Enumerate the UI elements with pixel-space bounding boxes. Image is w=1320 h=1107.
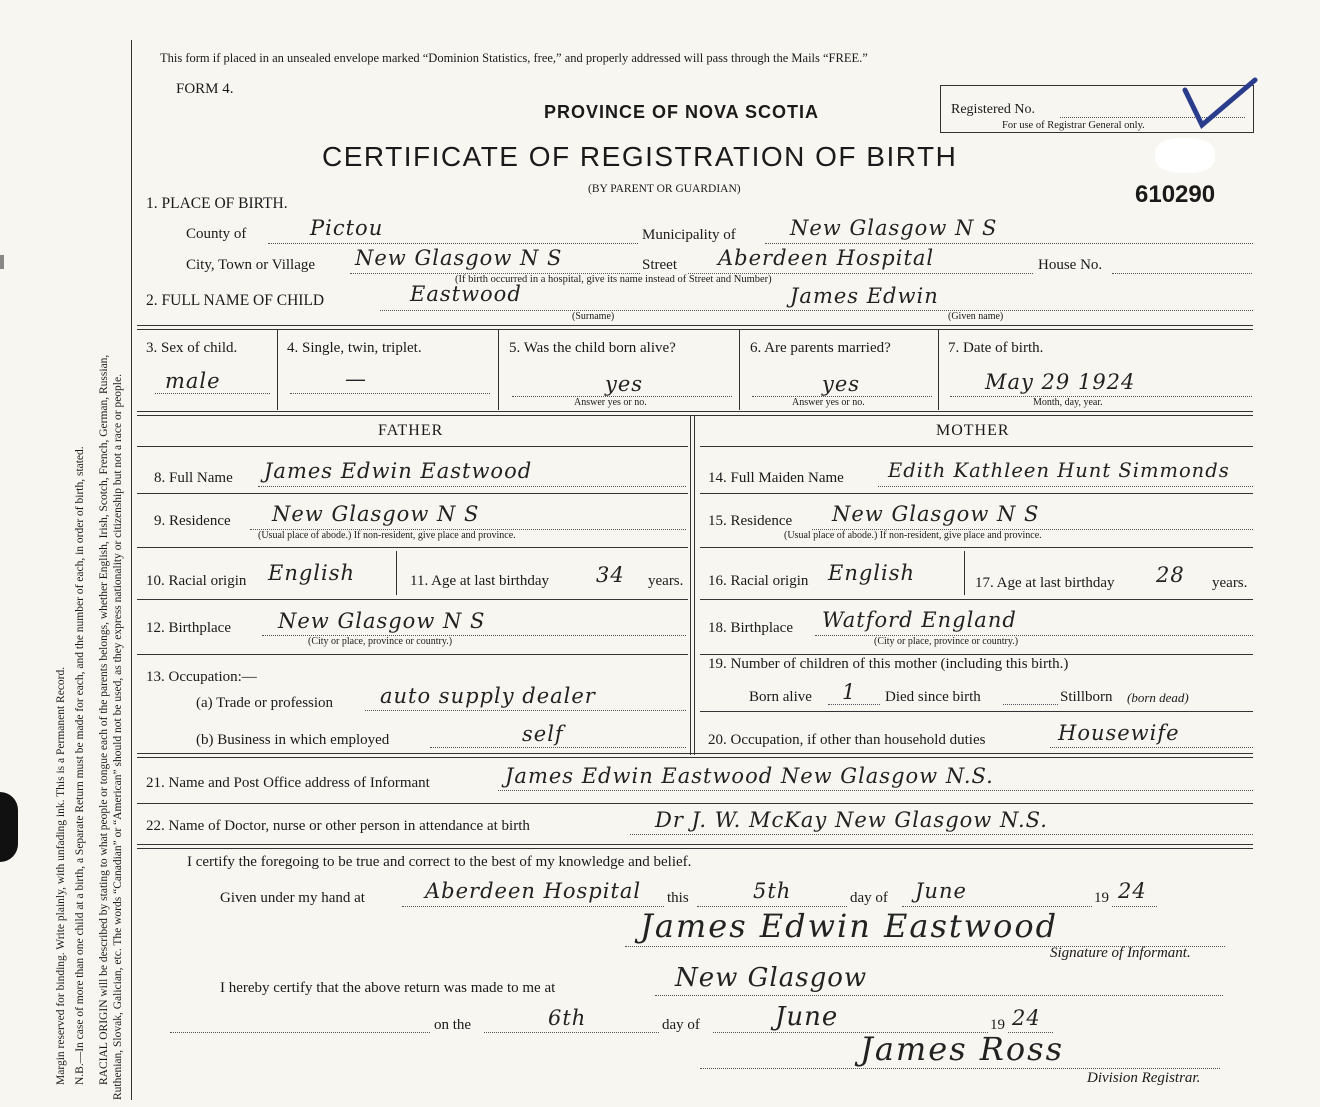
page-title: CERTIFICATE OF REGISTRATION OF BIRTH bbox=[322, 141, 958, 172]
father-birthplace-note: (City or place, province or country.) bbox=[308, 636, 453, 647]
trade-label: (a) Trade or profession bbox=[196, 695, 334, 711]
given-year-value[interactable]: 24 bbox=[1118, 879, 1147, 903]
street-label: Street bbox=[642, 257, 677, 273]
section-divider bbox=[137, 844, 1253, 849]
father-race-label: 10. Racial origin bbox=[146, 573, 247, 589]
father-residence-label: 9. Residence bbox=[154, 513, 231, 529]
registrar-statement: I hereby certify that the above return was made to me at bbox=[220, 980, 556, 996]
yes-no-note: Answer yes or no. bbox=[574, 397, 647, 408]
father-birthplace-value[interactable]: New Glasgow N S bbox=[278, 609, 486, 633]
mother-heading: MOTHER bbox=[936, 422, 1010, 439]
born-alive-label: 5. Was the child born alive? bbox=[509, 340, 676, 356]
informant-signature[interactable]: James Edwin Eastwood bbox=[640, 907, 1059, 945]
born-alive-count-label: Born alive bbox=[749, 689, 812, 705]
municipality-label: Municipality of bbox=[642, 227, 736, 243]
municipality-value[interactable]: New Glasgow N S bbox=[790, 216, 998, 240]
business-value[interactable]: self bbox=[522, 722, 564, 746]
mother-name-value[interactable]: Edith Kathleen Hunt Simmonds bbox=[888, 459, 1230, 482]
father-name-label: 8. Full Name bbox=[154, 470, 233, 486]
registrar-signature-label: Division Registrar. bbox=[1087, 1070, 1201, 1086]
street-value[interactable]: Aberdeen Hospital bbox=[718, 246, 935, 270]
county-label: County of bbox=[186, 226, 247, 242]
mother-name-label: 14. Full Maiden Name bbox=[708, 470, 844, 486]
house-label: House No. bbox=[1038, 257, 1103, 273]
mother-race-value[interactable]: English bbox=[828, 561, 916, 585]
sex-label: 3. Sex of child. bbox=[146, 340, 238, 356]
mother-birthplace-value[interactable]: Watford England bbox=[822, 608, 1017, 632]
yes-no-note: Answer yes or no. bbox=[792, 397, 865, 408]
father-age-label: 11. Age at last birthday bbox=[410, 573, 549, 589]
given-under-label: Given under my hand at bbox=[220, 890, 365, 906]
on-the-label: on the bbox=[434, 1017, 472, 1033]
father-age-value[interactable]: 34 bbox=[596, 563, 625, 587]
place-heading: 1. PLACE OF BIRTH. bbox=[146, 195, 288, 212]
registrar-month-value[interactable]: June bbox=[775, 1002, 839, 1032]
day-of-label: day of bbox=[850, 890, 888, 906]
page-subtitle: (BY PARENT OR GUARDIAN) bbox=[588, 183, 741, 195]
registrar-year-value[interactable]: 24 bbox=[1012, 1006, 1041, 1030]
sex-value[interactable]: male bbox=[165, 369, 221, 393]
mail-notice: This form if placed in an unsealed envelope marked “Dominion Statistics, free,” and properly addressed will pass through the Mails “FREE.” bbox=[160, 51, 868, 65]
certificate-number: 610290 bbox=[1135, 181, 1216, 208]
doctor-value[interactable]: Dr J. W. McKay New Glasgow N.S. bbox=[655, 808, 1048, 832]
father-years-label: years. bbox=[648, 573, 684, 589]
died-since-birth-label: Died since birth bbox=[885, 689, 981, 705]
margin-note-4: Ruthenian, Slovak, Galician, etc. The words “Canadian” or “American” should not be used, as they express nationality or citizenship but not a race or people. bbox=[112, 374, 124, 1100]
plurality-value[interactable]: — bbox=[345, 367, 367, 391]
children-count-label: 19. Number of children of this mother (including this birth.) bbox=[708, 656, 1069, 672]
city-value[interactable]: New Glasgow N S bbox=[355, 246, 563, 270]
dob-label: 7. Date of birth. bbox=[948, 340, 1044, 356]
given-month-value[interactable]: June bbox=[915, 879, 967, 903]
registered-label: Registered No. bbox=[951, 102, 1035, 117]
parents-married-value[interactable]: yes bbox=[822, 372, 861, 396]
column-divider bbox=[690, 415, 695, 755]
margin-note-3: RACIAL ORIGIN will be described by stating to what people or tongue each of the parents belongs, whether English, Irish, Scotch, French, German, Russian, bbox=[98, 354, 110, 1085]
given-place-value[interactable]: Aberdeen Hospital bbox=[425, 879, 642, 903]
this-label: this bbox=[667, 890, 689, 906]
margin-note-1: Margin reserved for binding. Write plainly, with unfading ink. This is a Permanent Record. bbox=[55, 666, 67, 1085]
form-number: FORM 4. bbox=[176, 81, 234, 97]
registrar-day-value[interactable]: 6th bbox=[548, 1006, 587, 1030]
registrar-year-prefix: 19 bbox=[990, 1017, 1005, 1033]
mother-birthplace-label: 18. Birthplace bbox=[708, 620, 793, 636]
father-name-value[interactable]: James Edwin Eastwood bbox=[264, 459, 533, 483]
registrar-day-of-label: day of bbox=[662, 1017, 700, 1033]
certify-statement: I certify the foregoing to be true and correct to the best of my knowledge and belief. bbox=[187, 854, 692, 870]
check-mark-icon bbox=[1180, 70, 1260, 135]
occupation-heading: 13. Occupation:— bbox=[146, 669, 257, 685]
registrar-signature[interactable]: James Ross bbox=[860, 1030, 1064, 1068]
mother-years-label: years. bbox=[1212, 575, 1248, 591]
stillborn-label: Stillborn bbox=[1060, 689, 1113, 705]
province-heading: PROVINCE OF NOVA SCOTIA bbox=[544, 102, 820, 122]
informant-label: 21. Name and Post Office address of Informant bbox=[146, 775, 430, 791]
child-surname-value[interactable]: Eastwood bbox=[410, 282, 522, 306]
city-label: City, Town or Village bbox=[186, 257, 316, 273]
stillborn-note: (born dead) bbox=[1127, 690, 1189, 705]
given-day-value[interactable]: 5th bbox=[753, 879, 792, 903]
mother-occupation-value[interactable]: Housewife bbox=[1058, 721, 1180, 745]
mother-residence-label: 15. Residence bbox=[708, 513, 793, 529]
plurality-label: 4. Single, twin, triplet. bbox=[287, 340, 422, 356]
registrar-place-value[interactable]: New Glasgow bbox=[675, 963, 868, 993]
margin-note-2: N.B.—In case of more than one child at a birth, a Separate Return must be made for each, and the number of each, in order of birth, stated. bbox=[74, 446, 86, 1085]
section-divider bbox=[137, 411, 1253, 416]
section-divider bbox=[137, 753, 1253, 758]
business-label: (b) Business in which employed bbox=[196, 732, 390, 748]
father-heading: FATHER bbox=[378, 422, 444, 439]
mother-race-label: 16. Racial origin bbox=[708, 573, 809, 589]
informant-signature-label: Signature of Informant. bbox=[1050, 945, 1191, 961]
born-alive-value[interactable]: yes bbox=[605, 372, 644, 396]
doctor-label: 22. Name of Doctor, nurse or other person in attendance at birth bbox=[146, 818, 530, 834]
born-alive-count-value[interactable]: 1 bbox=[842, 680, 857, 704]
county-value[interactable]: Pictou bbox=[310, 216, 384, 240]
mother-birthplace-note: (City or place, province or country.) bbox=[874, 636, 1019, 647]
section-divider bbox=[137, 325, 1253, 330]
father-birthplace-label: 12. Birthplace bbox=[146, 620, 231, 636]
given-year-prefix: 19 bbox=[1094, 890, 1109, 906]
binding-hole bbox=[0, 792, 18, 862]
mother-age-value[interactable]: 28 bbox=[1156, 563, 1185, 587]
hospital-note: (If birth occurred in a hospital, give its name instead of Street and Number) bbox=[455, 274, 772, 285]
given-name-note: (Given name) bbox=[948, 311, 1004, 322]
mother-residence-value[interactable]: New Glasgow N S bbox=[832, 502, 1040, 526]
trade-value[interactable]: auto supply dealer bbox=[380, 684, 596, 708]
surname-note: (Surname) bbox=[572, 311, 615, 322]
mother-residence-note: (Usual place of abode.) If non-resident, give place and province. bbox=[784, 530, 1042, 541]
father-residence-note: (Usual place of abode.) If non-resident, give place and province. bbox=[258, 530, 516, 541]
child-name-label: 2. FULL NAME OF CHILD bbox=[146, 292, 325, 309]
parents-married-label: 6. Are parents married? bbox=[750, 340, 891, 356]
binding-hole bbox=[0, 255, 4, 269]
mother-age-label: 17. Age at last birthday bbox=[975, 575, 1115, 591]
mother-occupation-label: 20. Occupation, if other than household duties bbox=[708, 732, 986, 748]
erasure-patch bbox=[1155, 138, 1215, 173]
dob-value[interactable]: May 29 1924 bbox=[985, 370, 1136, 394]
father-residence-value[interactable]: New Glasgow N S bbox=[272, 502, 480, 526]
registrar-general-note: For use of Registrar General only. bbox=[1002, 120, 1145, 131]
informant-value[interactable]: James Edwin Eastwood New Glasgow N.S. bbox=[505, 764, 994, 788]
margin-divider bbox=[131, 40, 132, 1100]
father-race-value[interactable]: English bbox=[268, 561, 356, 585]
child-given-name-value[interactable]: James Edwin bbox=[790, 284, 939, 308]
dob-note: Month, day, year. bbox=[1033, 397, 1103, 408]
